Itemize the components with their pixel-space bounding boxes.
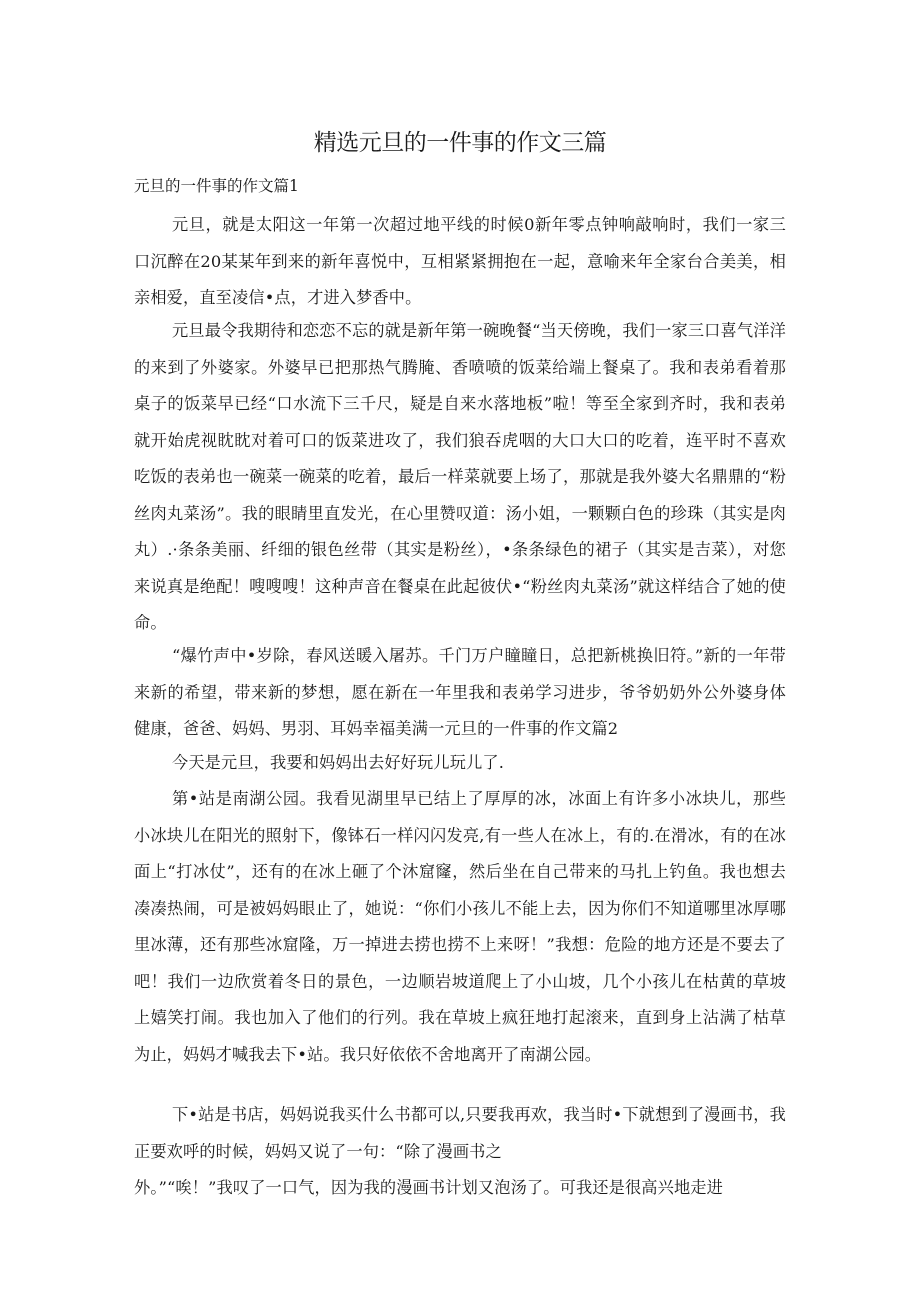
paragraph: “爆竹声中•岁除，春风送暖入屠苏。千门万户瞳瞳日，总把新桃换旧符。”新的一年带来新的希望，带来新的梦想，愿在新在一年里我和表弟学习进步，爷爷奶奶外公外婆身体健康，爸爸、妈妈、男羽、耳妈幸福美满一元旦的一件事的作文篇2 — [134, 646, 786, 738]
paragraph: 元旦最令我期待和恋恋不忘的就是新年第一碗晚餐“当天傍晚，我们一家三口喜气洋洋的来到了外婆家。外婆早已把那热气腾腌、香喷喷的饭菜给端上餐桌了。我和表弟看着那桌子的饭菜早已经“口水流下三千尺，疑是自来水落地板”啦！等至全家到齐时，我和表弟就开始虎视眈眈对着可口的饭菜进攻了，我们狼吞虎咽的大口大口的吃着，连平时不喜欢吃饭的表弟也一碗菜一碗菜的吃着，最后一样菜就要上场了，那就是我外婆大名鼎鼎的“粉丝肉丸菜汤”。我的眼睛里直发光，在心里赞叹道：汤小姐，一颗颗白色的珍珠（其实是肉丸）.·条条美丽、纤细的银色丝带（其实是粉丝），•条条绿色的裙子（其实是吉菜），对您来说真是绝配！嗖嗖嗖！这种声音在餐桌在此起彼伏•“粉丝肉丸菜汤”就这样结合了她的使命。 — [134, 321, 786, 632]
section-heading: 元旦的一件事的作文篇1 — [134, 177, 299, 195]
paragraph: 元旦，就是太阳这一年第一次超过地平线的时候0新年零点钟响敲响时，我们一家三口沉醉在20某某年到来的新年喜悦中，互相紧紧拥抱在一起，意喻来年全家台合美美，相亲相爱，直至凌信•点，才进入梦香中。 — [134, 215, 786, 307]
paragraph: 今天是元旦，我要和妈妈出去好好玩儿玩儿了. — [172, 753, 505, 772]
paragraph: 第•站是南湖公园。我看见湖里早已结上了厚厚的冰，冰面上有许多小冰块儿，那些小冰块儿在阳光的照射下，像钵石一样闪闪发亮,有一些人在冰上，有的.在滑冰，有的在冰面上“打冰仗”，还有的在冰上砸了个沐窟窿，然后坐在自己带来的马扎上钓鱼。我也想去凑凑热闹，可是被妈妈眼止了，她说：“你们小孩儿不能上去，因为你们不知道哪里冰厚哪里冰薄，还有那些冰窟隆，万一掉进去捞也捞不上来呀！”我想：危险的地方还是不要去了吧！我们一边欣赏着冬日的景色，一边顺岩坡道爬上了小山坡，几个小孩儿在枯黄的草坡上嬉笑打闹。我也加入了他们的行列。我在草坡上疯狂地打起滚来，直到身上沾满了枯草为止，妈妈才喊我去下•站。我只好依依不舍地离开了南湖公园。 — [134, 789, 786, 1064]
paragraph: 外。”“唉！”我叹了一口气，因为我的漫画书计划又泡汤了。可我还是很高兴地走进 — [134, 1178, 723, 1197]
document-title: 精选元旦的一件事的作文三篇 — [313, 130, 607, 156]
paragraph: 下•站是书店，妈妈说我买什么书都可以,只要我再欢，我当时•下就想到了漫画书，我正要欢呼的时候，妈妈又说了一句：“除了漫画书之 — [134, 1105, 786, 1161]
